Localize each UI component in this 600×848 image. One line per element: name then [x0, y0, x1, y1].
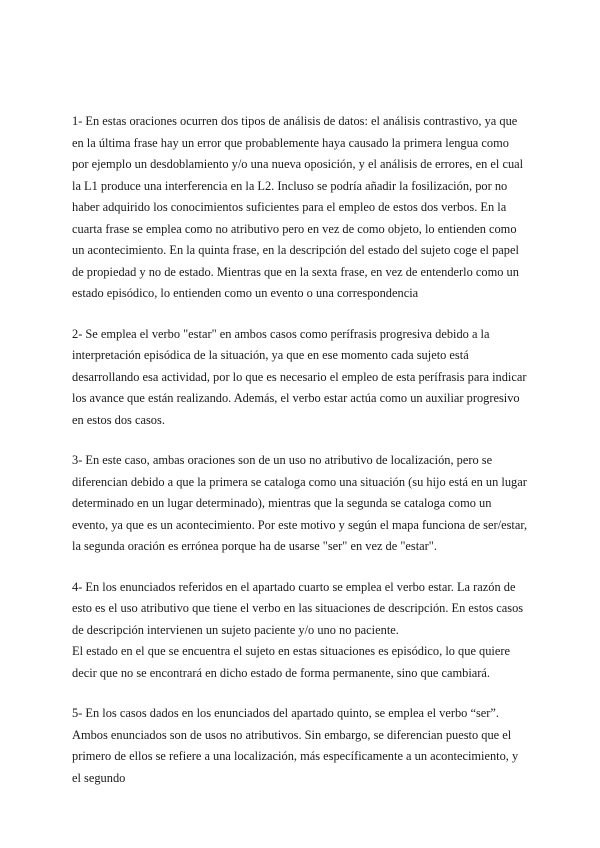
paragraph-3: 3- En este caso, ambas oraciones son de un uso no atributivo de localización, pero se diferencian debido a que la primera se cataloga como una situación (su hijo está en un lugar determinado en un lugar determinado), mientras que la segunda se cataloga como un evento, ya que es un acontecimiento. Por este motivo y según el mapa funciona de ser/estar, la segunda oración es errónea porque ha de usarse "ser" en vez de "estar". [72, 453, 528, 553]
paragraph-2: 2- Se emplea el verbo "estar" en ambos casos como perífrasis progresiva debido a la interpretación episódica de la situación, ya que en ese momento cada sujeto está desarrollando esa actividad, por lo que es necesario el empleo de esta perífrasis para indicar los avance que están realizando. Además, el verbo estar actúa como un auxiliar progresivo en estos dos casos. [72, 326, 527, 427]
paragraph-4: 4- En los enunciados referidos en el apartado cuarto se emplea el verbo estar. La razón de esto es el uso atributivo que tiene el verbo en las situaciones de descripción. En estos casos de descripción intervienen un sujeto paciente y/o uno no paciente. El estado en el que se encuentra el sujeto en estas situaciones es episódico, lo que quiere decir que no se encontrará en dicho estado de forma permanente, sino que cambiará. [72, 579, 524, 680]
paragraph-5: 5- En los casos dados en los enunciados del apartado quinto, se emplea el verbo “ser”. Ambos enunciados son de usos no atributivos. Sin embargo, se diferencian puesto que el primero de ellos se refiere a una localización, más específicamente a un acontecimiento, y el segundo [72, 706, 519, 785]
document-body [72, 111, 528, 808]
paragraph-1: 1- En estas oraciones ocurren dos tipos de análisis de datos: el análisis contrastivo, ya que en la última frase hay un error que probablemente haya causado la primera lengua como por ejemplo un desdoblamiento y/o una nueva oposición, y el análisis de errores, en el cual la L1 produce una interferencia en la L2. Incluso se podría añadir la fosilización, por no haber adquirido los conocimientos suficientes para el empleo de estos dos verbos. En la cuarta frase se emplea como no atributivo pero en vez de como objeto, lo entienden como un acontecimiento. En la quinta frase, en la descripción del estado del sujeto coge el papel de propiedad y no de estado. Mientras que en la sexta frase, en vez de entenderlo como un estado episódico, lo entienden como un evento o una correspondencia [72, 114, 524, 300]
